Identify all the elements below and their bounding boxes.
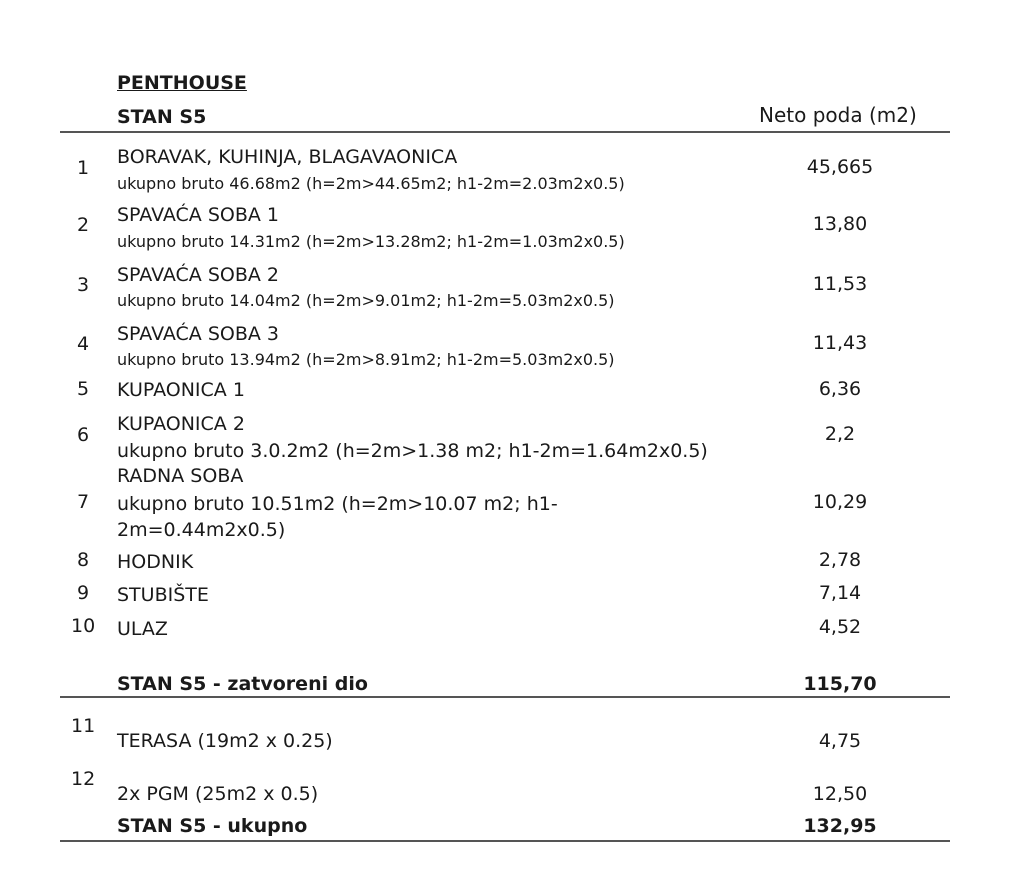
room-detail: ukupno bruto 10.51m2 (h=2m>10.07 m2; h1-2m=0.44m2x0.5) <box>117 493 558 541</box>
row-number: 8 <box>77 549 90 571</box>
subtotal-label: STAN S5 - zatvoreni dio <box>117 673 368 695</box>
room-name: ULAZ <box>117 618 168 640</box>
room-name: RADNA SOBA <box>117 465 244 487</box>
row-number: 7 <box>77 491 90 513</box>
room-area: 4,52 <box>818 616 862 638</box>
room-area: 10,29 <box>812 491 868 513</box>
room-name: TERASA (19m2 x 0.25) <box>117 730 333 752</box>
unit-title: STAN S5 <box>117 106 207 128</box>
row-number: 2 <box>77 214 90 236</box>
header-divider <box>60 131 950 133</box>
room-area: 2,78 <box>818 549 862 571</box>
column-header-net-area: Neto poda (m2) <box>759 103 917 127</box>
room-area: 11,43 <box>812 332 868 354</box>
room-name: KUPAONICA 2 <box>117 413 245 435</box>
room-name: SPAVAĆA SOBA 2 <box>117 264 280 286</box>
room-name: 2x PGM (25m2 x 0.5) <box>117 783 319 805</box>
room-area: 2,2 <box>824 423 856 445</box>
room-area: 45,665 <box>806 156 874 178</box>
room-detail: ukupno bruto 13.94m2 (h=2m>8.91m2; h1-2m=5.03m2x0.5) <box>117 350 615 369</box>
room-name: KUPAONICA 1 <box>117 379 245 401</box>
subtotal-value: 115,70 <box>803 673 877 695</box>
row-number: 11 <box>71 715 96 737</box>
total-value: 132,95 <box>803 815 877 837</box>
row-number: 12 <box>71 768 96 790</box>
room-detail: ukupno bruto 14.04m2 (h=2m>9.01m2; h1-2m=5.03m2x0.5) <box>117 291 615 310</box>
row-number: 10 <box>71 615 96 637</box>
room-name: BORAVAK, KUHINJA, BLAGAVAONICA <box>117 146 458 168</box>
room-area: 4,75 <box>818 730 862 752</box>
room-name: STUBIŠTE <box>117 584 209 606</box>
room-area: 6,36 <box>818 378 862 400</box>
room-detail: ukupno bruto 46.68m2 (h=2m>44.65m2; h1-2m=2.03m2x0.5) <box>117 174 625 193</box>
room-area: 7,14 <box>818 582 862 604</box>
room-area: 12,50 <box>812 783 868 805</box>
row-number: 3 <box>77 274 90 296</box>
room-detail: ukupno bruto 14.31m2 (h=2m>13.28m2; h1-2m=1.03m2x0.5) <box>117 232 625 251</box>
total-label: STAN S5 - ukupno <box>117 815 308 837</box>
room-name: HODNIK <box>117 551 194 573</box>
room-area: 11,53 <box>812 273 868 295</box>
row-number: 5 <box>77 378 90 400</box>
subtotal-divider <box>60 696 950 698</box>
row-number: 6 <box>77 424 90 446</box>
row-number: 4 <box>77 333 90 355</box>
room-name: SPAVAĆA SOBA 1 <box>117 204 280 226</box>
room-area: 13,80 <box>812 213 868 235</box>
room-name: SPAVAĆA SOBA 3 <box>117 323 280 345</box>
row-number: 9 <box>77 582 90 604</box>
total-divider <box>60 840 950 842</box>
row-number: 1 <box>77 157 90 179</box>
section-title: PENTHOUSE <box>117 72 247 94</box>
room-detail: ukupno bruto 3.0.2m2 (h=2m>1.38 m2; h1-2m=1.64m2x0.5) <box>117 440 708 462</box>
